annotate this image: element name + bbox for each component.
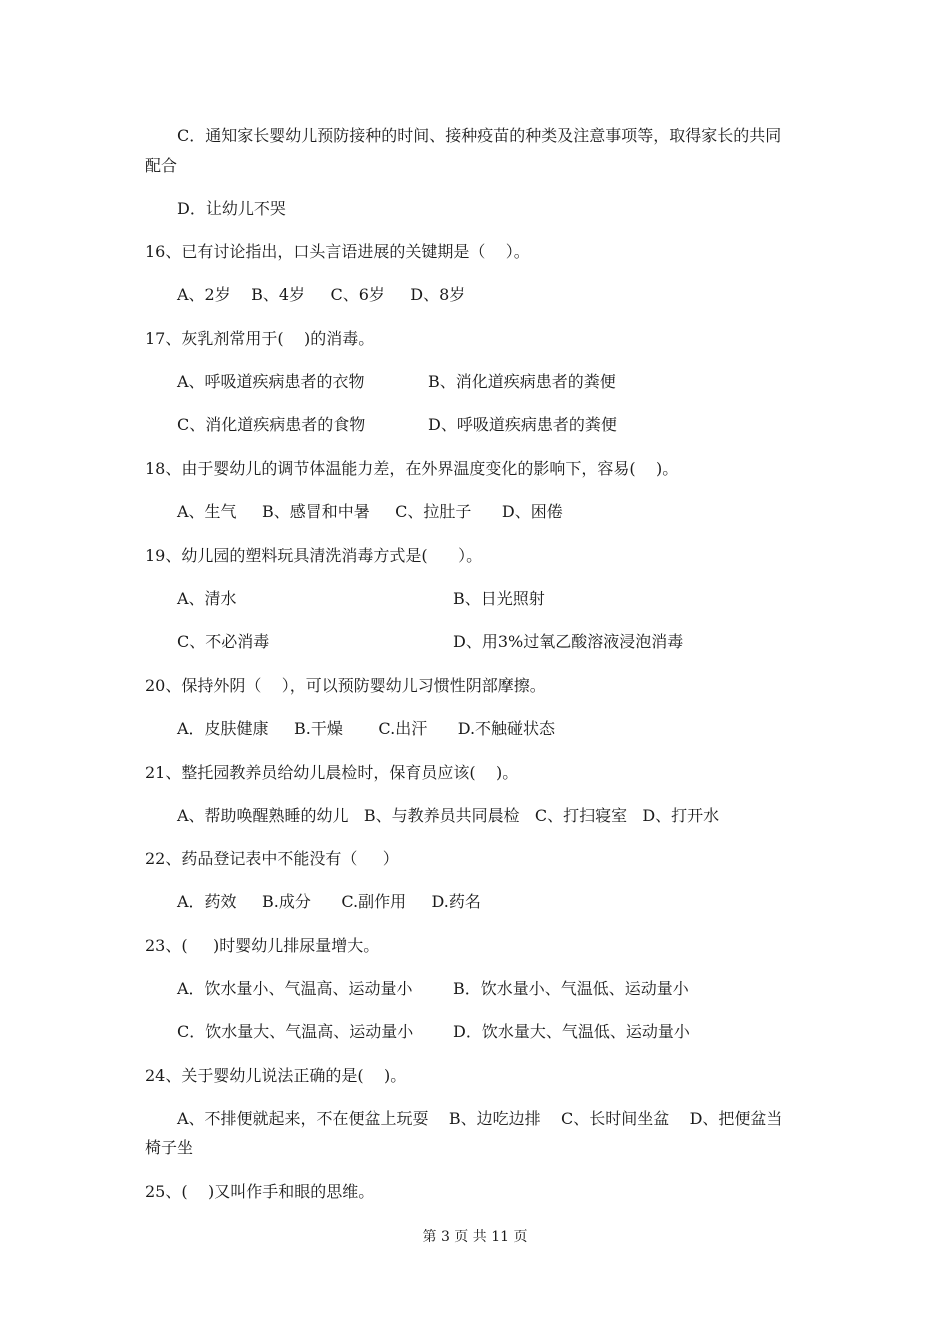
option-d: D．让幼儿不哭 xyxy=(177,199,286,218)
question-22-options: A．药效 B.成分 C.副作用 D.药名 xyxy=(177,892,481,911)
question-19-option-c: C、不必消毒 xyxy=(177,632,270,651)
question-23-option-d: D．饮水量大、气温低、运动量小 xyxy=(453,1022,690,1041)
question-17-option-c: C、消化道疾病患者的食物 xyxy=(177,415,366,434)
question-23-option-c: C．饮水量大、气温高、运动量小 xyxy=(177,1022,414,1041)
question-19-option-a: A、清水 xyxy=(177,589,237,608)
question-24: 24、关于婴幼儿说法正确的是( )。 xyxy=(145,1066,407,1085)
question-23-option-a: A．饮水量小、气温高、运动量小 xyxy=(177,979,413,998)
question-17-option-d: D、呼吸道疾病患者的粪便 xyxy=(428,415,617,434)
question-24-options-line1: A、不排便就起来，不在便盆上玩耍 B、边吃边排 C、长时间坐盆 D、把便盆当 xyxy=(177,1109,783,1128)
question-24-options-line2: 椅子坐 xyxy=(145,1138,194,1157)
question-22: 22、药品登记表中不能没有（ ） xyxy=(145,849,399,868)
question-17: 17、灰乳剂常用于( )的消毒。 xyxy=(145,329,375,348)
question-18-options: A、生气 B、感冒和中暑 C、拉肚子 D、困倦 xyxy=(177,502,563,521)
question-25: 25、( )又叫作手和眼的思维。 xyxy=(145,1182,375,1201)
question-17-option-b: B、消化道疾病患者的粪便 xyxy=(428,372,616,391)
question-20-options: A．皮肤健康 B.干燥 C.出汗 D.不触碰状态 xyxy=(177,719,556,738)
question-19: 19、幼儿园的塑料玩具清洗消毒方式是( ）。 xyxy=(145,546,483,565)
question-17-option-a: A、呼吸道疾病患者的衣物 xyxy=(177,372,365,391)
question-19-option-b: B、日光照射 xyxy=(453,589,545,608)
question-23-option-b: B．饮水量小、气温低、运动量小 xyxy=(453,979,689,998)
page-footer: 第 3 页 共 11 页 xyxy=(422,1229,528,1245)
question-19-option-d: D、用3%过氧乙酸溶液浸泡消毒 xyxy=(453,632,684,651)
question-18: 18、由于婴幼儿的调节体温能力差，在外界温度变化的影响下，容易( )。 xyxy=(145,459,679,478)
option-c-line2: 配合 xyxy=(145,156,178,175)
question-16-options: A、2岁 B、4岁 C、6岁 D、8岁 xyxy=(177,285,466,304)
option-c-line1: C．通知家长婴幼儿预防接种的时间、接种疫苗的种类及注意事项等，取得家长的共同 xyxy=(177,126,782,145)
question-23: 23、( )时婴幼儿排尿量增大。 xyxy=(145,936,380,955)
question-21-options: A、帮助唤醒熟睡的幼儿 B、与教养员共同晨检 C、打扫寝室 D、打开水 xyxy=(177,806,720,825)
question-20: 20、保持外阴（ ），可以预防婴幼儿习惯性阴部摩擦。 xyxy=(145,676,546,695)
question-21: 21、整托园教养员给幼儿晨检时，保育员应该( )。 xyxy=(145,763,519,782)
question-16: 16、已有讨论指出，口头言语进展的关键期是（ ）。 xyxy=(145,242,530,261)
